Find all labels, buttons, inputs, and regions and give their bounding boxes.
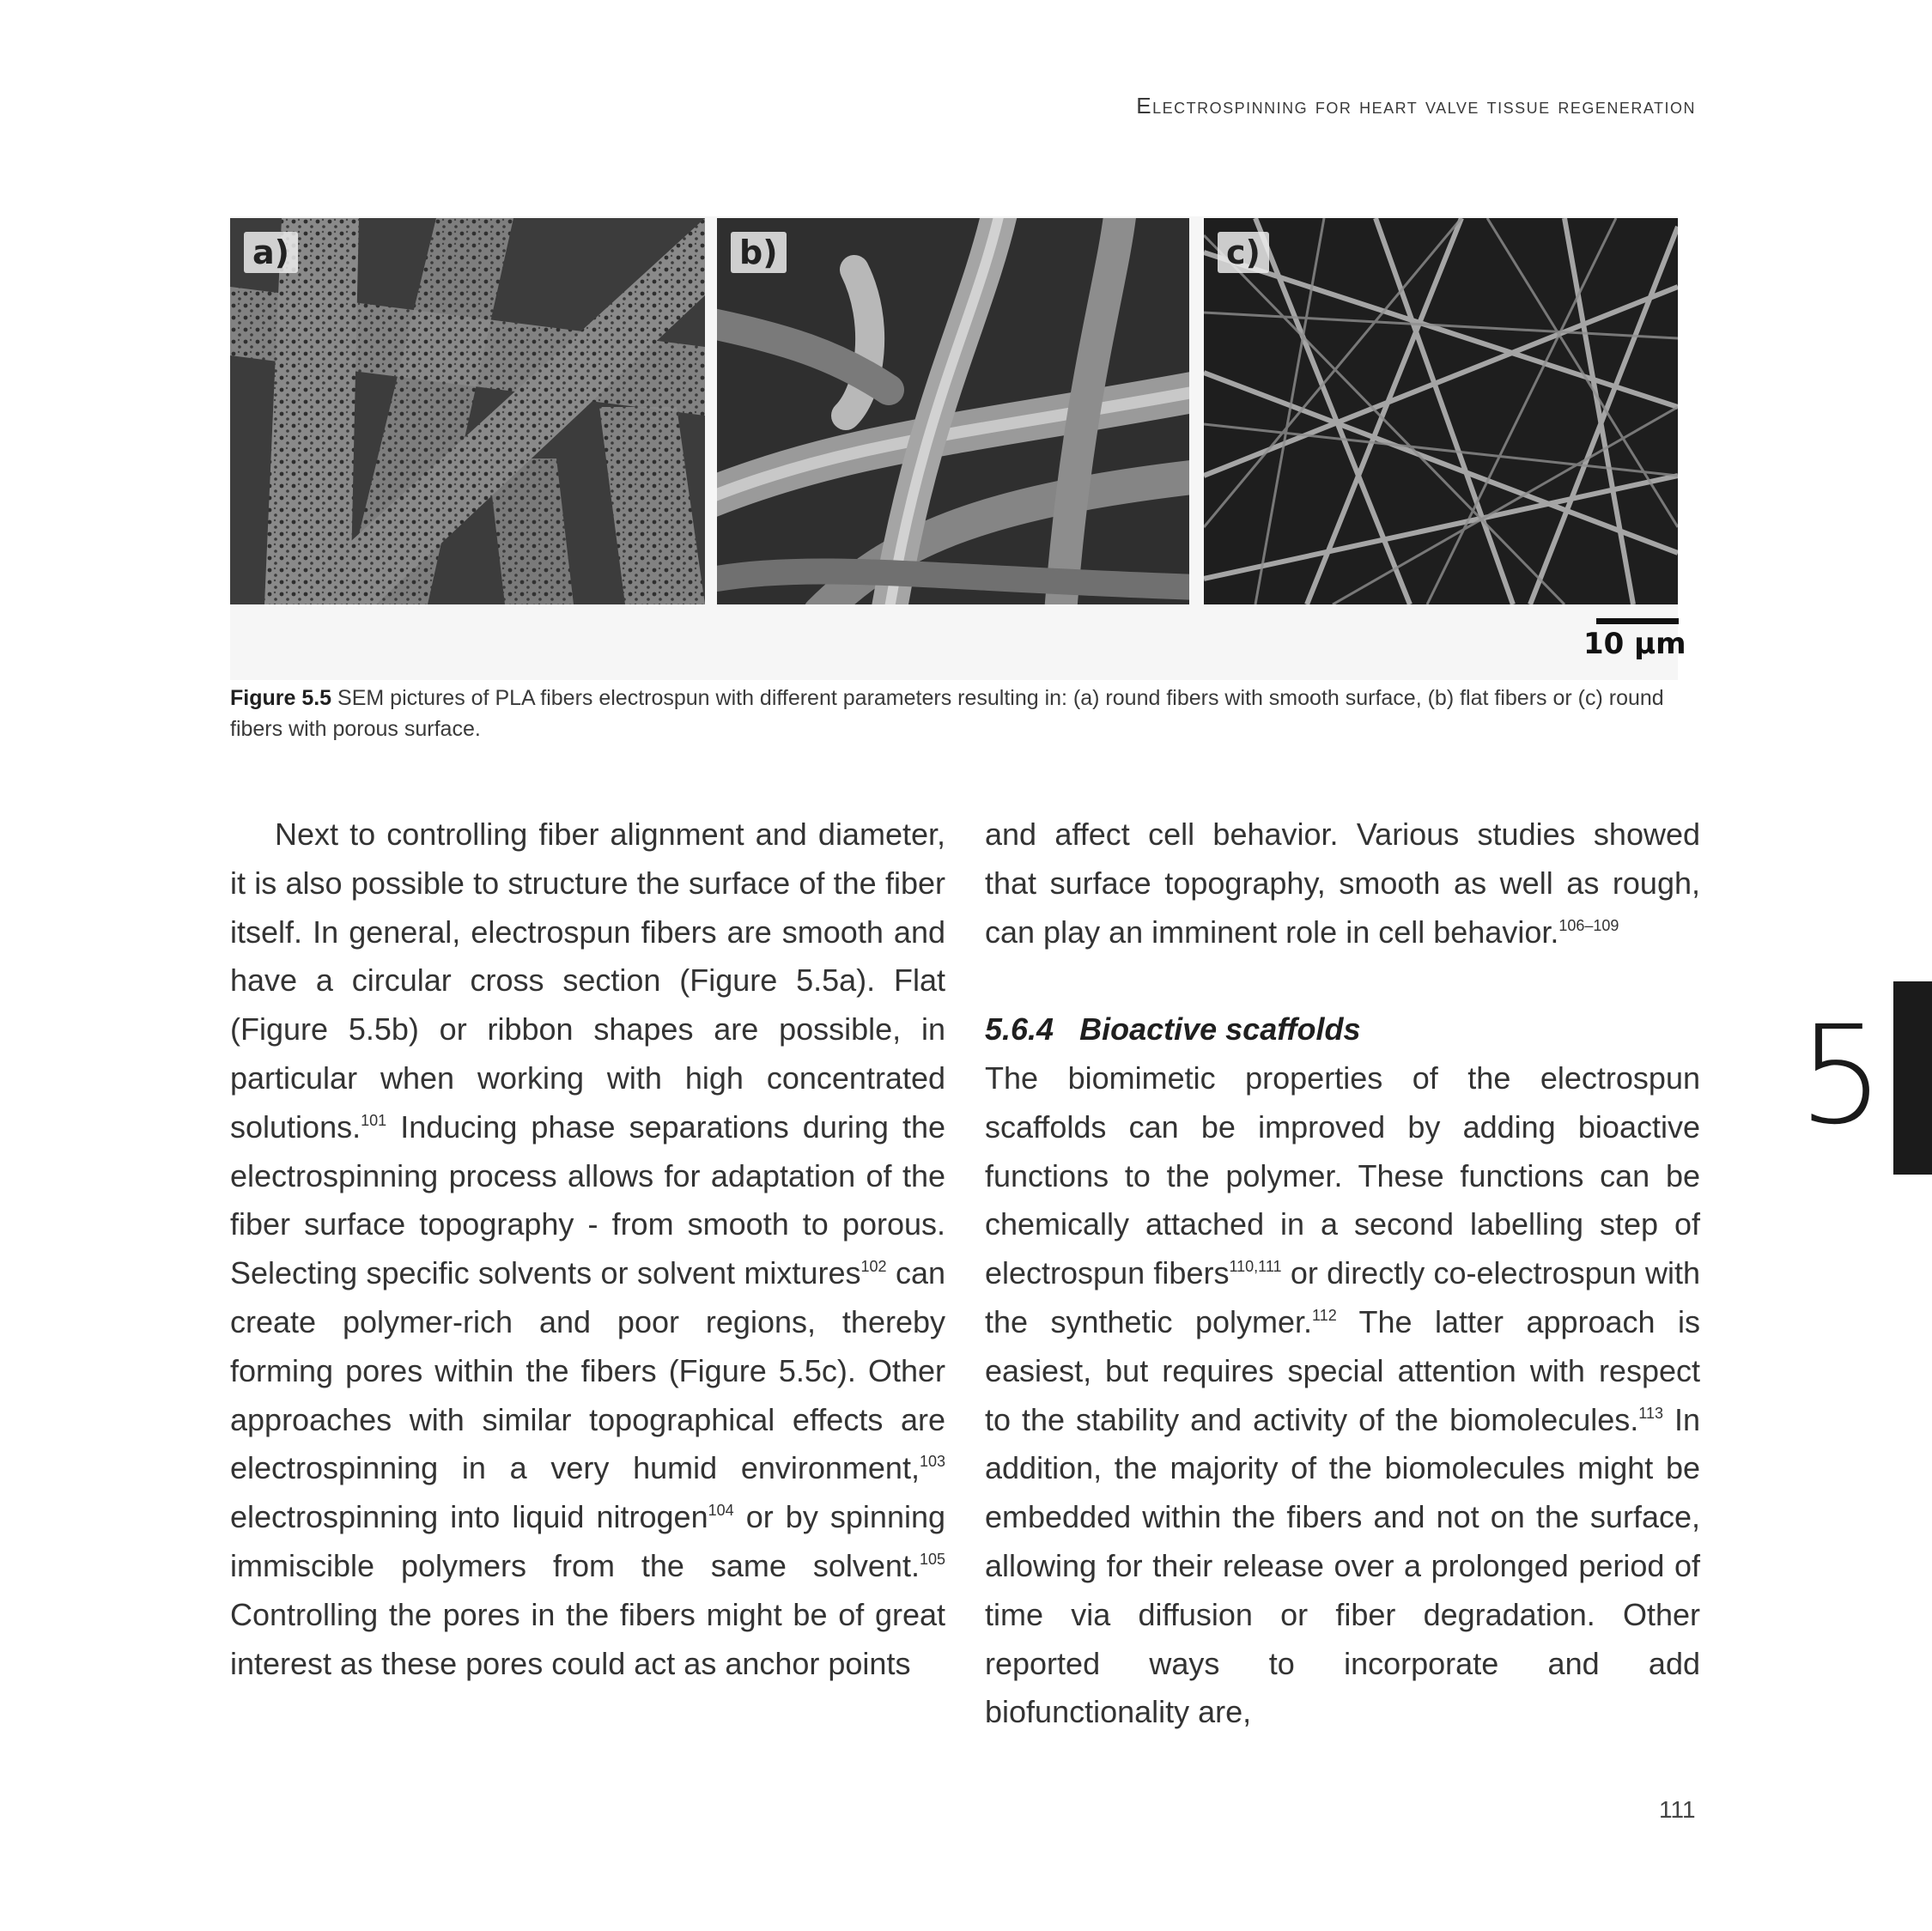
citation: 112 xyxy=(1312,1306,1337,1324)
section-heading xyxy=(985,1005,1700,1054)
scale-bar xyxy=(1596,618,1679,624)
text-run: can create polymer-rich and poor regions, thereby forming pores within the fibers (Figure 5.5c). Other approaches with similar topographical effects are electrospinning in a very humid environment, xyxy=(230,1255,945,1486)
caption-label: Figure 5.5 xyxy=(230,686,332,710)
panel-label-b: b) xyxy=(731,232,787,273)
caption-text: SEM pictures of PLA fibers electrospun with different parameters resulting in: (a) round fibers with smooth surface, (b) flat fibers or (c) round fibers with porous surface. xyxy=(230,686,1664,741)
citation: 105 xyxy=(919,1550,945,1568)
left-column xyxy=(230,811,945,1688)
sem-panel-b xyxy=(717,218,1189,604)
chapter-tab-marker xyxy=(1893,981,1932,1175)
citation: 110,111 xyxy=(1229,1258,1282,1276)
text-run: Next to controlling fiber alignment and diameter, it is also possible to structure the surface of the fiber itself. In general, electrospun fibers are smooth and have a circular cross section (Figure 5.5a). Flat (Figure 5.5b) or ribbon shapes are possible, in particular when working with high concentrated solutions. xyxy=(230,817,945,1145)
text-run: or directly co-electrospun with the synthetic polymer. xyxy=(985,1255,1700,1339)
text-run: The biomimetic properties of the electrospun scaffolds can be improved by adding bioactive functions to the polymer. These functions can be chemically attached in a second labelling step of electrospun fibers xyxy=(985,1060,1700,1291)
citation: 102 xyxy=(860,1258,887,1276)
sem-image-c xyxy=(1204,218,1678,604)
citation: 106–109 xyxy=(1558,916,1619,934)
section-number: 5.6.4 xyxy=(985,1011,1054,1047)
citation: 103 xyxy=(919,1453,945,1471)
chapter-number: 5 xyxy=(1798,997,1885,1155)
text-run: The latter approach is easiest, but requires special attention with respect to the stability and activity of the biomolecules. xyxy=(985,1303,1700,1437)
body-paragraph xyxy=(985,1054,1700,1737)
text-run: Inducing phase separations during the electrospinning process allows for adaptation of the fiber surface topography - from smooth to porous. Selecting specific solvents or solvent mixtures xyxy=(230,1108,945,1291)
section-title: Bioactive scaffolds xyxy=(1079,1011,1361,1047)
text-run: Controlling the pores in the fibers might be of great interest as these pores could act as anchor points xyxy=(230,1596,945,1681)
citation: 113 xyxy=(1638,1404,1663,1422)
sem-panel-a xyxy=(230,218,705,604)
text-run: In addition, the majority of the biomolecules might be embedded within the fibers and not on the surface, allowing for their release over a prolonged period of time via diffusion or fiber degradation. Other reported ways to incorporate and add biofunctionality are, xyxy=(985,1401,1700,1730)
right-column xyxy=(985,811,1700,1737)
text-run: and affect cell behavior. Various studies showed that surface topography, smooth as well as rough, can play an imminent role in cell behavior. xyxy=(985,817,1700,950)
citation: 101 xyxy=(361,1111,387,1129)
running-head: Electrospinning for heart valve tissue regeneration xyxy=(1136,93,1696,118)
text-run: electrospinning into liquid nitrogen xyxy=(230,1499,708,1535)
panel-label-a: a) xyxy=(244,232,298,273)
sem-image-b xyxy=(717,218,1189,604)
figure-caption xyxy=(230,683,1702,744)
text-run: or by spinning immiscible polymers from the same solvent. xyxy=(230,1499,946,1583)
citation: 104 xyxy=(708,1502,734,1520)
body-paragraph xyxy=(230,811,945,1688)
body-paragraph xyxy=(985,811,1700,956)
scale-bar-label: 10 µm xyxy=(1583,627,1686,661)
sem-image-a xyxy=(230,218,705,604)
page-number: 111 xyxy=(1659,1796,1696,1823)
panel-label-c: c) xyxy=(1218,232,1269,273)
sem-panel-c xyxy=(1204,218,1678,604)
figure-5-5 xyxy=(230,216,1686,680)
